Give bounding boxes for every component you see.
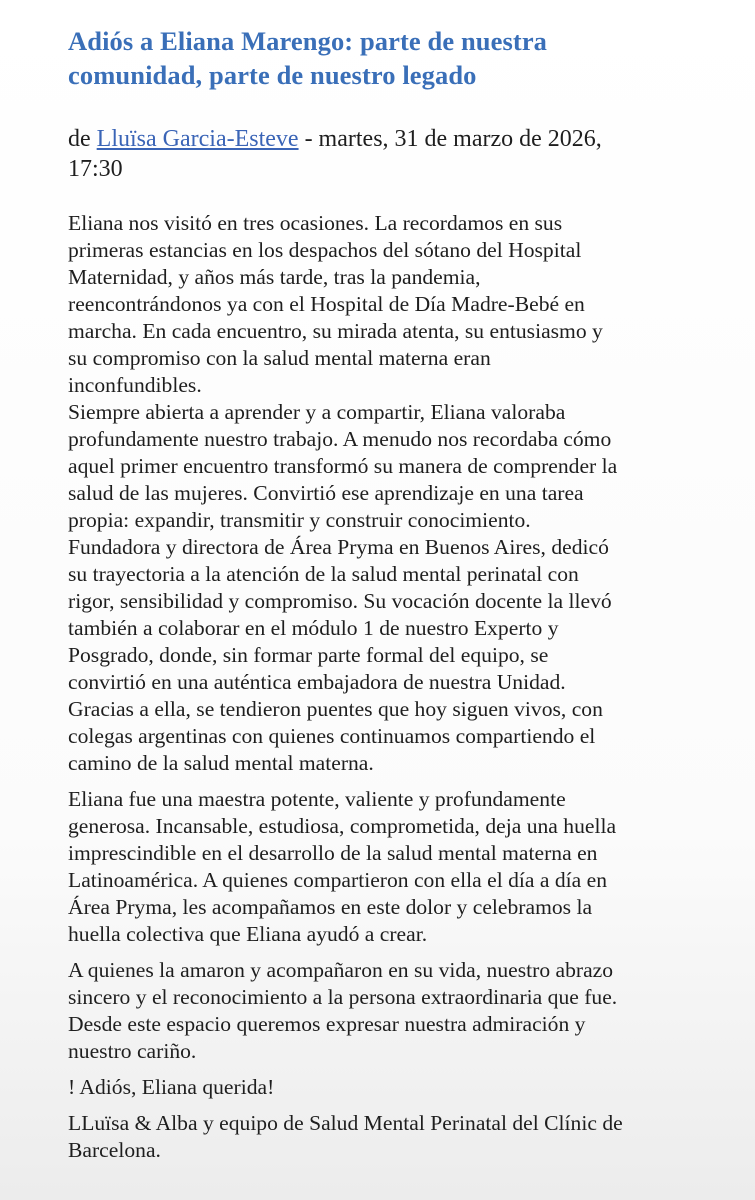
text-line: Gracias a ella, se tendieron puentes que hoy siguen vivos, con (68, 697, 603, 721)
text-line: Eliana nos visitó en tres ocasiones. La recordamos en sus (68, 211, 563, 235)
post-time: 17:30 (68, 156, 123, 182)
post-byline (68, 124, 715, 184)
text-line: Siempre abierta a aprender y a compartir, Eliana valoraba (68, 400, 566, 424)
text-line: rigor, sensibilidad y compromiso. Su vocación docente la llevó (68, 589, 612, 613)
post-body (68, 210, 715, 1164)
text-line: Eliana fue una maestra potente, valiente y profundamente (68, 787, 566, 811)
byline-line (68, 124, 715, 154)
text-line: colegas argentinas con quienes continuamos compartiendo el (68, 724, 596, 748)
text-line: aquel primer encuentro transformó su manera de comprender la (68, 454, 618, 478)
text-line: reencontrándonos ya con el Hospital de Día Madre-Bebé en (68, 292, 585, 316)
text-line: Latinoamérica. A quienes compartieron con ella el día a día en (68, 868, 608, 892)
text-line: A quienes la amaron y acompañaron en su vida, nuestro abrazo (68, 958, 614, 982)
text-line: imprescindible en el desarrollo de la salud mental materna en (68, 841, 598, 865)
paragraph-3 (68, 786, 715, 948)
post-title-line: comunidad, parte de nuestro legado (68, 60, 477, 90)
text-line: también a colaborar en el módulo 1 de nuestro Experto y (68, 616, 559, 640)
text-line: inconfundibles. (68, 373, 202, 397)
text-line: su compromiso con la salud mental materna eran (68, 346, 491, 370)
post-date: - martes, 31 de marzo de 2026, (298, 126, 602, 152)
post-title-line: Adiós a Eliana Marengo: parte de nuestra (68, 26, 548, 56)
farewell (68, 1074, 715, 1101)
text-line: LLuïsa & Alba y equipo de Salud Mental Perinatal del Clínic de (68, 1111, 623, 1135)
byline-prefix: de (68, 126, 97, 152)
text-line: Fundadora y directora de Área Pryma en Buenos Aires, dedicó (68, 535, 609, 559)
text-line: Maternidad, y años más tarde, tras la pandemia, (68, 265, 481, 289)
text-line: primeras estancias en los despachos del sótano del Hospital (68, 238, 582, 262)
text-line: marcha. En cada encuentro, su mirada atenta, su entusiasmo y (68, 319, 603, 343)
paragraph-4 (68, 957, 715, 1065)
text-line: salud de las mujeres. Convirtió ese aprendizaje en una tarea (68, 481, 584, 505)
text-line: camino de la salud mental materna. (68, 751, 374, 775)
text-line: generosa. Incansable, estudiosa, comprometida, deja una huella (68, 814, 617, 838)
text-line: huella colectiva que Eliana ayudó a crear. (68, 922, 428, 946)
text-line: Barcelona. (68, 1138, 161, 1162)
text-line: ! Adiós, Eliana querida! (68, 1075, 275, 1099)
paragraph-1 (68, 210, 715, 399)
signature (68, 1110, 715, 1164)
paragraph-2 (68, 399, 715, 777)
text-line: convirtió en una auténtica embajadora de nuestra Unidad. (68, 670, 566, 694)
text-line: propia: expandir, transmitir y construir conocimiento. (68, 508, 531, 532)
text-line: Desde este espacio queremos expresar nuestra admiración y (68, 1012, 586, 1036)
text-line: Posgrado, donde, sin formar parte formal del equipo, se (68, 643, 549, 667)
text-line: nuestro cariño. (68, 1039, 197, 1063)
post-title (68, 24, 715, 92)
text-line: Área Pryma, les acompañamos en este dolor y celebramos la (68, 895, 593, 919)
text-line: profundamente nuestro trabajo. A menudo nos recordaba cómo (68, 427, 612, 451)
author-link[interactable]: Lluïsa Garcia-Esteve (96, 126, 299, 152)
text-line: su trayectoria a la atención de la salud mental perinatal con (68, 562, 579, 586)
text-line: sincero y el reconocimiento a la persona extraordinaria que fue. (68, 985, 618, 1009)
